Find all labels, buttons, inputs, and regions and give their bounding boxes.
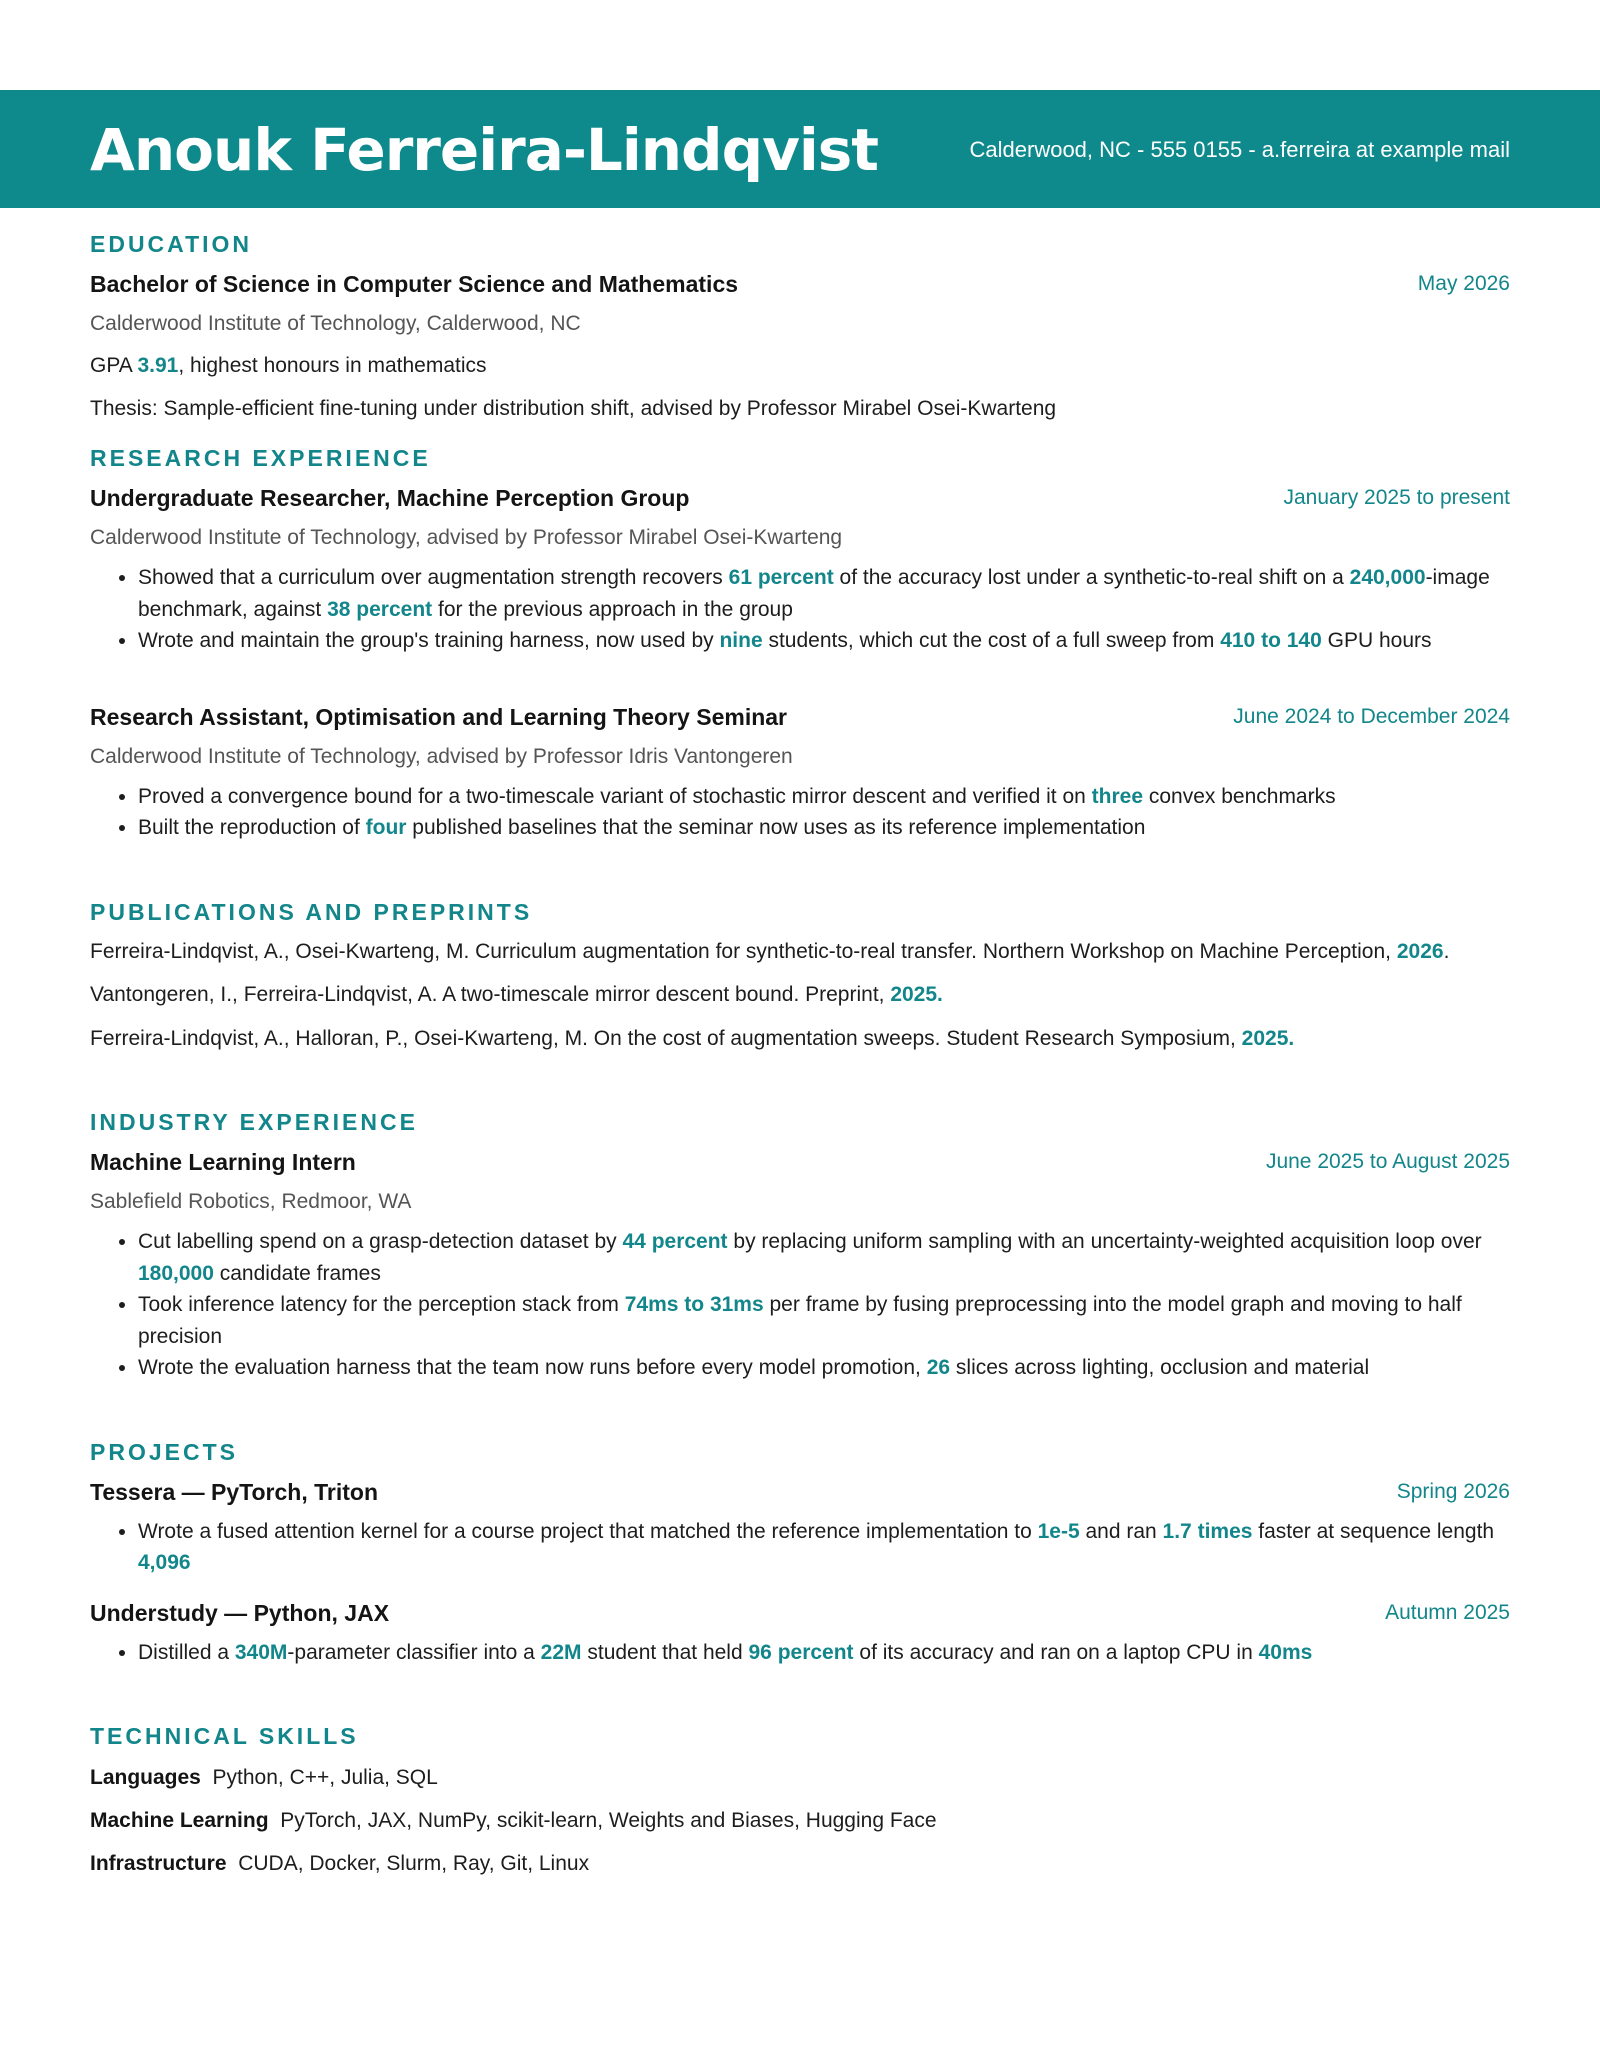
project-bullets	[90, 1516, 1510, 1579]
project-header	[90, 1472, 1510, 1512]
project-name: Understudy — Python, JAX	[90, 1599, 390, 1626]
highlight-metric: 410 to 140	[1220, 629, 1322, 652]
bullet-text: GPU hours	[1321, 629, 1432, 652]
skill-label: Languages	[90, 1766, 201, 1789]
skill-row	[90, 1799, 1510, 1842]
research-entry-header	[90, 697, 1510, 737]
bullet-item	[138, 1516, 1510, 1579]
highlight-metric: 1.7 times	[1162, 1519, 1253, 1543]
research-date: June 2024 to December 2024	[1233, 704, 1510, 728]
industry-org: Sablefield Robotics, Redmoor, WA	[90, 1190, 412, 1213]
highlight-metric: 4,096	[138, 1551, 191, 1574]
skill-row	[90, 1756, 1510, 1799]
publications-section	[90, 892, 1510, 1055]
bullet-text: students, which cut the cost of a full sweep from	[762, 629, 1221, 652]
project-bullets	[90, 1637, 1510, 1669]
bullet-text: slices across lighting, occlusion and material	[950, 1356, 1370, 1379]
section-title-research: RESEARCH EXPERIENCE	[90, 445, 431, 471]
skills-section	[90, 1716, 1510, 1885]
gpa-label: GPA	[90, 354, 138, 377]
highlight-metric: nine	[719, 629, 763, 652]
research-entry	[90, 478, 1510, 657]
gpa-value: 3.91	[137, 354, 179, 377]
research-date: January 2025 to present	[1283, 486, 1510, 509]
bullet-text: student that held	[581, 1640, 749, 1664]
skill-label: Infrastructure	[90, 1852, 227, 1875]
section-title-skills: TECHNICAL SKILLS	[90, 1723, 359, 1749]
bullet-text: faster at sequence length	[1252, 1519, 1495, 1543]
highlight-metric: 1e-5	[1037, 1519, 1080, 1543]
bullet-text: by replacing uniform sampling with an uncertainty-weighted acquisition loop over	[727, 1230, 1482, 1253]
bullet-text: and ran	[1079, 1519, 1163, 1543]
bullet-item	[138, 625, 1510, 657]
degree-title: Bachelor of Science in Computer Science and Mathematics	[90, 271, 739, 297]
bullet-text: -image benchmark, against	[138, 566, 1490, 621]
bullet-text: Wrote a fused attention kernel for a course project that matched the reference implementation to	[138, 1519, 1038, 1543]
section-title-education: EDUCATION	[90, 231, 253, 257]
highlight-metric: four	[365, 816, 407, 839]
bullet-text: for the previous approach in the group	[432, 597, 793, 621]
degree-date: May 2026	[1417, 272, 1510, 295]
research-role: Research Assistant, Optimisation and Learning Theory Seminar	[90, 703, 787, 730]
skill-row	[90, 1842, 1510, 1885]
research-bullets	[90, 781, 1510, 844]
highlight-metric: 40ms	[1258, 1640, 1313, 1664]
highlight-metric: 38 percent	[327, 597, 433, 621]
bullet-text: Distilled a	[138, 1640, 235, 1664]
bullet-item	[138, 1637, 1510, 1669]
degree-row	[90, 264, 1510, 304]
industry-date: June 2025 to August 2025	[1265, 1150, 1510, 1173]
skill-value: PyTorch, JAX, NumPy, scikit-learn, Weights and Biases, Hugging Face	[280, 1809, 937, 1832]
highlight-metric: 26	[926, 1356, 951, 1379]
publication-item: Ferreira-Lindqvist, A., Osei-Kwarteng, M. Curriculum augmentation for synthetic-to-real transfer. Northern Workshop on Machine Perception, 2026.	[90, 939, 1450, 963]
publication-year: 2026	[1396, 939, 1444, 963]
highlight-metric: 340M	[234, 1640, 288, 1664]
education-section	[90, 224, 1510, 430]
research-section	[90, 438, 1510, 844]
industry-role: Machine Learning Intern	[90, 1149, 356, 1175]
bullet-item	[138, 812, 1510, 844]
publication-citation: Ferreira-Lindqvist, A., Osei-Kwarteng, M. Curriculum augmentation for synthetic-to-real transfer. Northern Workshop on Machine Perception,	[90, 939, 1397, 963]
industry-bullets	[90, 1226, 1510, 1384]
bullet-text: candidate frames	[213, 1261, 381, 1285]
publication-citation: Vantongeren, I., Ferreira-Lindqvist, A. A two-timescale mirror descent bound. Preprint,	[90, 983, 891, 1006]
section-title-industry: INDUSTRY EXPERIENCE	[90, 1109, 418, 1135]
skill-value: CUDA, Docker, Slurm, Ray, Git, Linux	[238, 1852, 590, 1875]
highlight-metric: 180,000	[138, 1261, 214, 1285]
industry-entry-header	[90, 1142, 1510, 1182]
project-header	[90, 1593, 1510, 1633]
project-date: Spring 2026	[1396, 1479, 1510, 1503]
thesis-line: Thesis: Sample-efficient fine-tuning under distribution shift, advised by Professor Mirabel Osei-Kwarteng	[90, 397, 1057, 420]
section-title-publications: PUBLICATIONS AND PREPRINTS	[90, 898, 533, 925]
project-name: Tessera — PyTorch, Triton	[90, 1478, 379, 1505]
projects-section	[90, 1432, 1510, 1669]
contact-line: Calderwood, NC - 555 0155 - a.ferreira at example mail	[969, 137, 1510, 162]
bullet-text: -parameter classifier into a	[287, 1640, 541, 1664]
bullet-text: Proved a convergence bound for a two-timescale variant of stochastic mirror descent and verified it on	[138, 784, 1092, 808]
skill-value: Python, C++, Julia, SQL	[212, 1766, 438, 1789]
publication-year: 2025	[890, 983, 938, 1006]
research-entry	[90, 697, 1510, 844]
bullet-item	[138, 562, 1510, 625]
publication-citation: Ferreira-Lindqvist, A., Halloran, P., Osei-Kwarteng, M. On the cost of augmentation sweeps. Student Research Symposium,	[90, 1026, 1242, 1050]
highlight-metric: 240,000	[1349, 566, 1426, 589]
resume-body	[90, 224, 1510, 1885]
gpa-line	[90, 344, 1510, 388]
bullet-text: of its accuracy and ran on a laptop CPU in	[853, 1640, 1259, 1664]
gpa-note: , highest honours in mathematics	[178, 354, 487, 377]
research-org: Calderwood Institute of Technology, advised by Professor Idris Vantongeren	[90, 744, 793, 768]
highlight-metric: 61 percent	[728, 566, 834, 589]
highlight-metric: 44 percent	[622, 1230, 728, 1253]
bullet-text: convex benchmarks	[1143, 784, 1336, 808]
bullet-text: Wrote the evaluation harness that the team now runs before every model promotion,	[138, 1356, 927, 1379]
research-entry-header	[90, 478, 1510, 518]
publication-item: Vantongeren, I., Ferreira-Lindqvist, A. A two-timescale mirror descent bound. Preprint, 2025.	[90, 983, 943, 1006]
bullet-text: published baselines that the seminar now uses as its reference implementation	[406, 816, 1146, 839]
highlight-metric: three	[1091, 784, 1144, 808]
bullet-item	[138, 1289, 1510, 1352]
bullet-text: Showed that a curriculum over augmentation strength recovers	[138, 566, 729, 589]
section-title-projects: PROJECTS	[90, 1438, 238, 1465]
bullet-item	[138, 1352, 1510, 1384]
bullet-text: Wrote and maintain the group's training harness, now used by	[138, 629, 720, 652]
bullet-text: Took inference latency for the perception stack from	[138, 1293, 625, 1316]
research-bullets	[90, 562, 1510, 657]
candidate-name: Anouk Ferreira-Lindqvist	[90, 116, 879, 184]
highlight-metric: 22M	[540, 1640, 582, 1664]
publication-year: 2025	[1241, 1026, 1289, 1050]
research-role: Undergraduate Researcher, Machine Perception Group	[90, 485, 690, 511]
project-date: Autumn 2025	[1385, 1600, 1510, 1624]
skill-label: Machine Learning	[90, 1809, 269, 1832]
bullet-text: per frame by fusing preprocessing into the model graph and moving to half precision	[138, 1293, 1462, 1348]
bullet-text: Built the reproduction of	[138, 816, 366, 839]
industry-section	[90, 1102, 1510, 1384]
highlight-metric: 96 percent	[748, 1640, 854, 1664]
bullet-text: Cut labelling spend on a grasp-detection dataset by	[138, 1230, 623, 1253]
publication-item: Ferreira-Lindqvist, A., Halloran, P., Osei-Kwarteng, M. On the cost of augmentation sweeps. Student Research Symposium, 2025.	[90, 1026, 1295, 1050]
bullet-item	[138, 781, 1510, 813]
bullet-item	[138, 1226, 1510, 1289]
school-name: Calderwood Institute of Technology, Calderwood, NC	[90, 312, 581, 335]
research-org: Calderwood Institute of Technology, advised by Professor Mirabel Osei-Kwarteng	[90, 526, 843, 549]
bullet-text: of the accuracy lost under a synthetic-to-real shift on a	[833, 566, 1350, 589]
highlight-metric: 74ms to 31ms	[624, 1293, 764, 1316]
